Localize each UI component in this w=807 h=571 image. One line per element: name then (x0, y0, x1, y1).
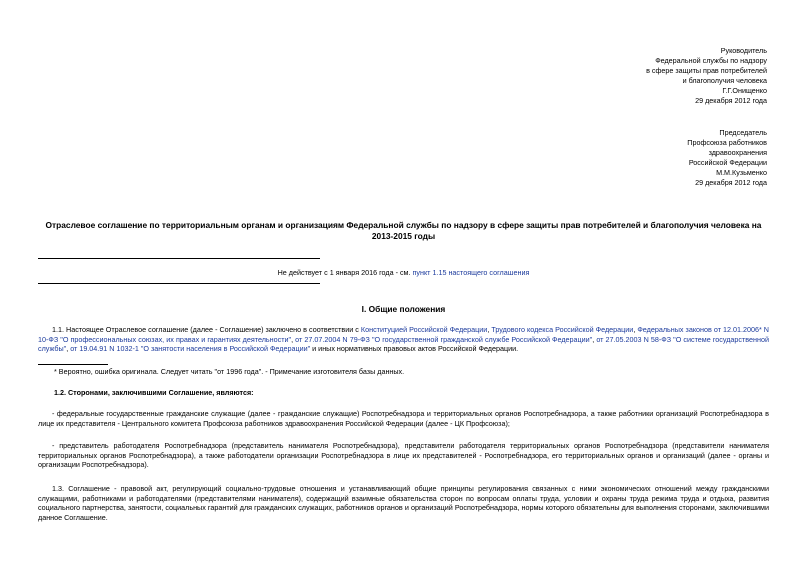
separator: , (592, 334, 597, 344)
separator: , (633, 325, 638, 334)
approval-head-line: и благополучия человека (682, 75, 767, 85)
para-text: - представитель работодателя Роспотребнадзора (представитель нанимателя Роспотребнадзора), представители работодателя территориальных органов Роспотребнадзора (представители нанимателя территориальных органов Роспотребнадзора), а также работодатели организации Роспотребнадзора в лице их представителей - Роспотребнадзора, его территориальных органов и организаций (далее - органы и организации Роспотребнадзора). (38, 441, 769, 469)
approval-block-head (646, 46, 767, 106)
status-notice-text: Не действует с 1 января 2016 года - см. (277, 268, 413, 277)
para-text: и иных нормативных правовых актов Российской Федерации. (310, 344, 519, 353)
link-constitution[interactable]: Конституцией Российской Федерации (360, 325, 488, 334)
approval-head-line: Федеральной службы по надзору (655, 55, 767, 65)
para-text: - федеральные государственные гражданские служащие (далее - гражданские служащие) Роспотребнадзора и территориальных органов Роспотребнадзора, а также работники организаций Роспотребнадзора в лице их представителя - Центрального комитета Профсоюза работников здравоохранения Российской Федерации (далее - ЦК Профсоюза); (38, 409, 769, 428)
para-text: 1.1. Настоящее Отраслевое соглашение (далее - Соглашение) заключено в соответствии с (52, 325, 361, 334)
approval-union-line: Российской Федерации (688, 157, 767, 167)
approval-block-union (687, 128, 767, 188)
notice-link-clause-1-15[interactable]: пункт 1.15 настоящего соглашения (412, 268, 530, 277)
paragraph-1-1 (38, 325, 769, 354)
approval-head-date: 29 декабря 2012 года (695, 95, 767, 105)
link-law-state-service-system[interactable]: от 27.05.2003 N 58-ФЗ "О системе государственной службы" (38, 334, 769, 353)
status-notice (38, 268, 769, 278)
paragraph-parties-employees (38, 409, 769, 428)
divider-bottom (38, 283, 320, 284)
para-text: 1.3. Соглашение - правовой акт, регулирующий социально-трудовые отношения и устанавливающий общие принципы регулирования связанных с ними экономических отношений между гражданскими служащими, работниками и работодателями (представителями нанимателя), содержащий взаимные обязательства сторон по вопросам оплаты труда, условии и охраны труда режима труда и отдыха, развития социального партнерства, занятости, социальных гарантий для гражданских служащих, работников органов и организаций Роспотребнадзора, нормы которого обязательны для выполнения сторонами, заключившими данное Соглашение. (38, 484, 769, 522)
section-title: I. Общие положения (361, 304, 446, 314)
footnote: * Вероятно, ошибка оригинала. Следует читать "от 1996 года". - Примечание изготовителя базы данных. (54, 367, 405, 376)
approval-head-name: Г.Г.Онищенко (722, 85, 767, 95)
link-law-trade-unions[interactable]: Федеральных законов от 12.01.2006* N 10-ФЗ "О профессиональных союзах, их правах и гарантиях деятельности" (38, 325, 769, 344)
approval-union-line: здравоохранения (708, 147, 767, 157)
document-title: Отраслевое соглашение по территориальным органам и организациям Федеральной службы по надзору в сфере защиты прав потребителей и благополучия человека на 2013-2015 годы (45, 220, 762, 241)
approval-head-line: в сфере защиты прав потребителей (646, 65, 767, 75)
separator: , (291, 334, 296, 344)
approval-head-line: Руководитель (720, 46, 767, 55)
link-law-civil-service[interactable]: от 27.07.2004 N 79-ФЗ "О государственной гражданской службе Российской Федерации" (295, 334, 593, 344)
link-law-employment[interactable]: от 19.04.91 N 1032-1 "О занятости населения в Российской Федерации" (70, 344, 311, 353)
approval-union-line: Председатель (719, 128, 767, 137)
separator: , (66, 344, 71, 353)
approval-union-line: Профсоюза работников (687, 137, 767, 147)
paragraph-1-3 (38, 484, 769, 522)
paragraph-1-2-heading: 1.2. Сторонами, заключившими Соглашение, являются: (54, 388, 254, 397)
approval-union-name: М.М.Кузьменко (716, 167, 767, 177)
paragraph-parties-employers (38, 441, 769, 470)
link-labor-code[interactable]: Трудового кодекса Российской Федерации (491, 325, 634, 334)
approval-union-date: 29 декабря 2012 года (695, 177, 767, 187)
separator: , (487, 325, 492, 334)
footnote-divider (38, 364, 108, 365)
divider-top (38, 258, 320, 259)
